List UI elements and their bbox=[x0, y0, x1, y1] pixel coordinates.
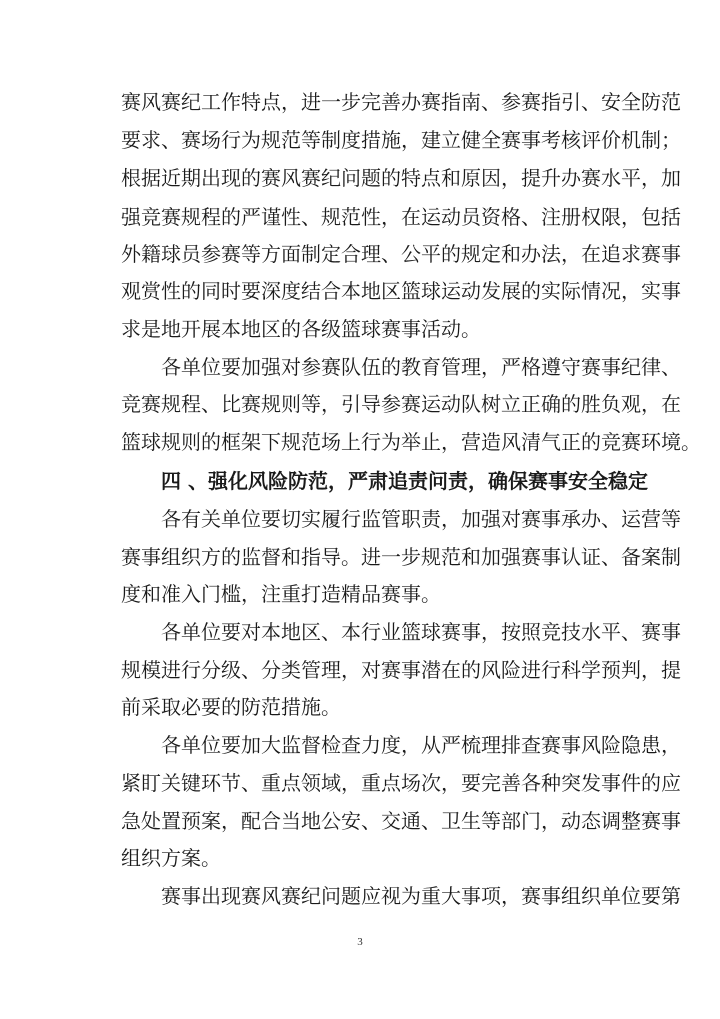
section-heading: 四 、强化风险防范，严肃追责问责，确保赛事安全稳定 bbox=[161, 469, 648, 494]
text-line: 组织方案。 bbox=[121, 846, 221, 871]
text-line: 求是地开展本地区的各级篮球赛事活动。 bbox=[121, 317, 481, 341]
text-line: 篮球规则的框架下规范场上行为举止，营造风清气正的竞赛环境。 bbox=[121, 430, 701, 455]
text-line: 赛风赛纪工作特点，进一步完善办赛指南、参赛指引、安全防范 bbox=[121, 90, 681, 114]
text-line: 赛事组织方的监督和指导。进一步规范和加强赛事认证、备案制 bbox=[121, 544, 681, 569]
text-line: 度和准入门槛，注重打造精品赛事。 bbox=[121, 582, 441, 607]
text-line: 观赏性的同时要深度结合本地区篮球运动发展的实际情况，实事 bbox=[121, 279, 681, 304]
text-line: 赛事出现赛风赛纪问题应视为重大事项，赛事组织单位要第 bbox=[161, 884, 681, 908]
text-line: 各单位要加强对参赛队伍的教育管理，严格遵守赛事纪律、 bbox=[161, 355, 681, 380]
text-line: 各单位要加大监督检查力度，从严梳理排查赛事风险隐患， bbox=[161, 733, 681, 758]
text-line: 各有关单位要切实履行监管职责，加强对赛事承办、运营等 bbox=[161, 506, 681, 531]
text-line: 外籍球员参赛等方面制定合理、公平的规定和办法，在追求赛事 bbox=[121, 241, 681, 266]
page-number: 3 bbox=[357, 936, 363, 948]
text-line: 前采取必要的防范措施。 bbox=[121, 694, 341, 719]
text-line: 紧盯关键环节、重点领域，重点场次，要完善各种突发事件的应 bbox=[121, 770, 681, 795]
text-line: 各单位要对本地区、本行业篮球赛事，按照竞技水平、赛事 bbox=[161, 620, 681, 644]
text-line: 强竞赛规程的严谨性、规范性，在运动员资格、注册权限，包括 bbox=[121, 204, 681, 229]
text-line: 根据近期出现的赛风赛纪问题的特点和原因，提升办赛水平，加 bbox=[121, 166, 681, 191]
text-line: 急处置预案，配合当地公安、交通、卫生等部门，动态调整赛事 bbox=[121, 808, 681, 833]
text-line: 要求、赛场行为规范等制度措施，建立健全赛事考核评价机制； bbox=[121, 128, 681, 153]
text-line: 规模进行分级、分类管理，对赛事潜在的风险进行科学预判，提 bbox=[121, 657, 681, 682]
text-line: 竞赛规程、比赛规则等，引导参赛运动队树立正确的胜负观，在 bbox=[121, 392, 681, 417]
